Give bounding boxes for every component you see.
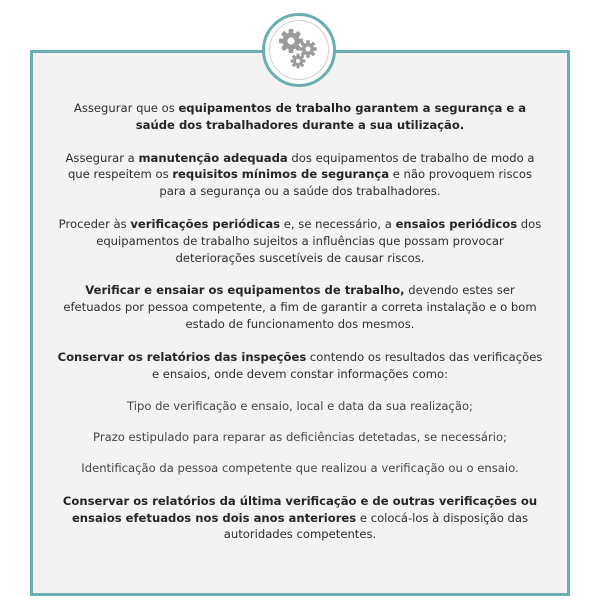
p6-bold-1: Conservar os relatórios da última verificação e de outras verificações ou ensaios efetuados nos dois anos anteriores [62,493,538,525]
paragraph-inspection-reports [55,349,545,383]
p2-text-2: dos equipamentos de trabalho de modo a que respeitem os [67,150,535,182]
p5-bold-1: Conservar os relatórios das inspeções [57,349,307,364]
p6-text-1: e colocá-los à disposição das autoridades competentes. [223,510,529,542]
p5-text-1: contendo os resultados das verificações e ensaios, onde devem constar informações como: [151,349,543,381]
list-item-type: Tipo de verificação e ensaio, local e data da sua realização; [127,399,473,414]
paragraph-keep-reports [55,493,545,543]
paragraph-maintenance [55,150,545,200]
p2-text-3: e não provoquem riscos para a segurança ou a saúde dos trabalhadores. [159,167,533,199]
paragraph-periodic-checks [55,216,545,266]
list-item-deadline: Prazo estipulado para reparar as deficiências detetadas, se necessário; [93,430,507,445]
icon-badge [262,13,336,87]
p1-text-1: Assegurar que os [73,101,179,115]
p3-text-1: Proceder às [58,216,131,231]
paragraph-verify-test [55,282,545,332]
content-body [30,100,570,559]
p2-bold-2: requisitos mínimos de segurança [172,167,390,182]
p2-text-1: Assegurar a [65,150,139,165]
p4-bold-1: Verificar e ensaiar os equipamentos de trabalho, [85,283,405,298]
p2-bold-1: manutenção adequada [138,150,288,165]
p3-text-2: e, se necessário, a [280,216,396,231]
p3-bold-1: verificações periódicas [130,216,281,231]
p3-bold-2: ensaios periódicos [395,216,518,231]
p4-text-1: devendo estes ser efetuados por pessoa competente, a fim de garantir a correta instalação e o bom estado de funcionamento dos mesmos. [63,283,537,331]
p1-bold-1: equipamentos de trabalho garantem a segurança e a saúde dos trabalhadores durante a sua utilização. [135,101,527,132]
gears-icon [276,27,322,73]
p3-text-3: dos equipamentos de trabalho sujeitos a influências que possam provocar deteriorações suscetíveis de causar riscos. [96,216,542,265]
list-item-identification: Identificação da pessoa competente que realizou a verificação ou o ensaio. [81,460,519,475]
paragraph-equipment-safety [55,100,545,134]
